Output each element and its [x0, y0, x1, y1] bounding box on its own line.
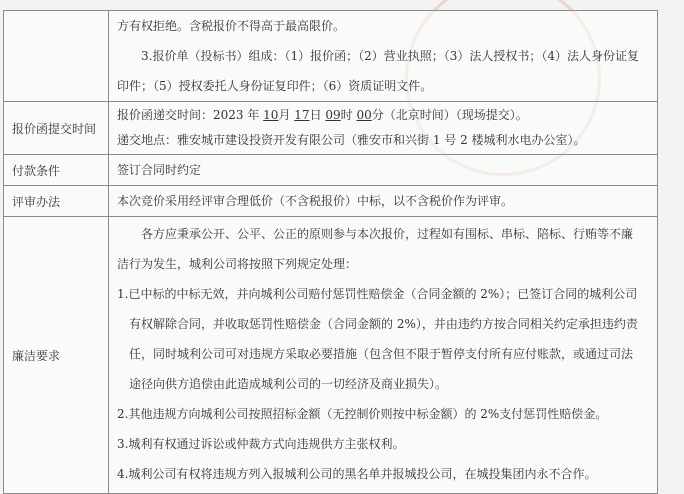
text-line: 签订合同时约定 — [117, 163, 202, 177]
text-line: 3.报价单（投标书）组成：（1）报价函；（2）营业执照；（3）法人授权书；（4）法人身份证复 — [141, 49, 639, 63]
submission-time: 报价函递交时间：2023 年 10月 17日 09时 00分（北京时间）（现场提交）。 — [117, 108, 528, 122]
table-row — [4, 155, 658, 186]
text-line: 途径向供方追偿由此造成城利公司的一切经济及商业损失）。 — [129, 377, 448, 391]
row-label: 廉洁要求 — [4, 217, 109, 494]
tender-table — [3, 10, 658, 494]
text-line: 本次竞价采用经评审合理低价（不含税报价）中标，以不含税价作为评审。 — [117, 194, 514, 208]
row-label: 付款条件 — [4, 155, 109, 186]
text-line: 3.城利有权通过诉讼或仲裁方式向违规供方主张权利。 — [117, 437, 405, 451]
table-row — [4, 186, 658, 217]
text-line: 有权解除合同，并收取惩罚性赔偿金（合同金额的 2%），并由违约方按合同相关约定承担违约责 — [129, 317, 638, 331]
text-line: 4.城利公司有权将违规方列入报城利公司的黑名单并报城投公司，在城投集团内永不合作。 — [117, 467, 597, 481]
table-row — [4, 217, 658, 494]
text-line: 洁行为发生，城利公司将按照下列规定处理： — [117, 257, 358, 271]
text-line: 方有权拒绝。含税报价不得高于最高限价。 — [117, 19, 346, 33]
text-line: 2.其他违规方向城利公司按照招标金额（无控制价则按中标金额）的 2%支付惩罚性赔偿金。 — [117, 407, 608, 421]
text-line: 任，同时城利公司可对违规方采取必要措施（包含但不限于暂停支付所有应付账款，或通过司法 — [129, 347, 634, 361]
row-label: 报价函提交时间 — [4, 102, 109, 155]
table-row — [4, 11, 658, 102]
text-line: 1.已中标的中标无效，并向城利公司赔付惩罚性赔偿金（合同金额的 2%）；已签订合同的城利公司 — [117, 287, 638, 301]
table-row — [4, 102, 658, 155]
text-line: 印件；（5）授权委托人身份证复印件；（6）资质证明文件。 — [117, 79, 433, 93]
row-label — [4, 11, 109, 102]
row-label: 评审办法 — [4, 186, 109, 217]
text-line: 各方应秉承公开、公平、公正的原则参与本次报价，过程如有围标、串标、陪标、行贿等不廉 — [141, 227, 634, 241]
submission-location: 递交地点：雅安城市建设投资开发有限公司（雅安市和兴街 1 号 2 楼城利水电办公室）。 — [117, 133, 586, 147]
